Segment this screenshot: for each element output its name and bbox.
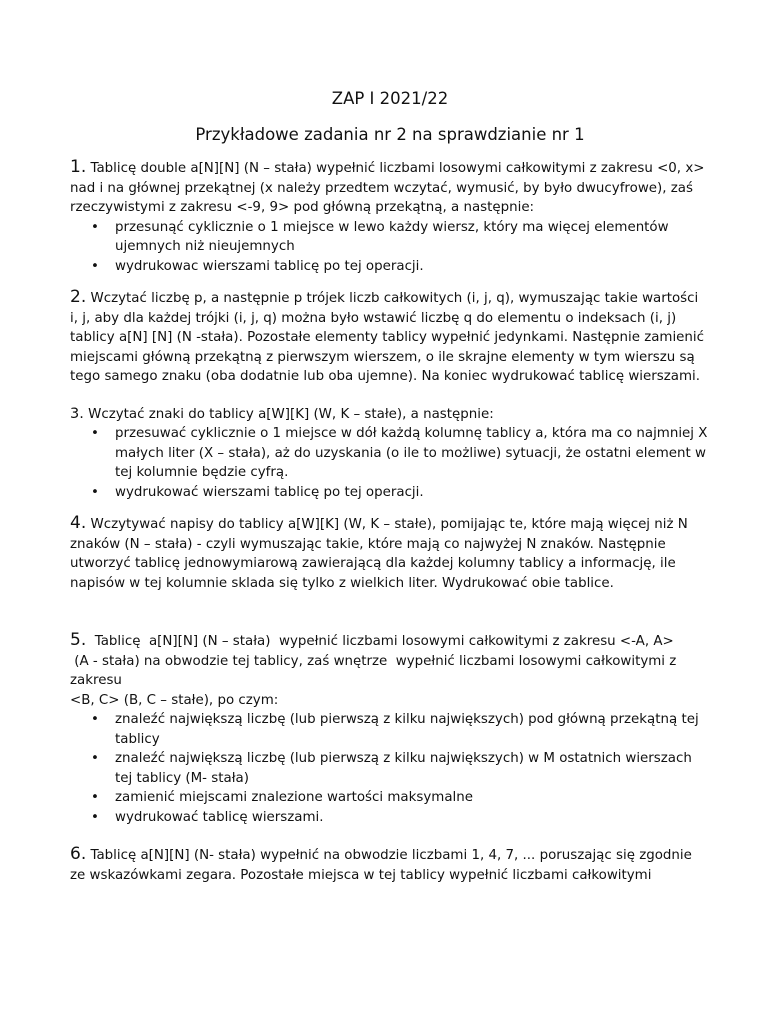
task-number: 6. (70, 844, 87, 864)
task-6 (70, 845, 710, 885)
task-text: (A - stała) na obwodzie tej tablicy, zaś wnętrze wypełnić liczbami losowymi całkowitymi z zakresu (70, 653, 681, 688)
list-item: • znaleźć największą liczbę (lub pierwszą z kilku największych) w M ostatnich wierszach tej tablicy (M- stała) (115, 749, 710, 788)
task-number: 4. (70, 513, 87, 533)
task-text: Tablicę a[N][N] (N – stała) wypełnić liczbami losowymi całkowitymi z zakresu <-A, A> (86, 634, 674, 649)
list-item: • wydrukowac wierszami tablicę po tej operacji. (115, 257, 710, 277)
list-item: • przesunąć cyklicznie o 1 miejsce w lewo każdy wiersz, który ma więcej elementów ujemnych niż nieujemnych (115, 218, 710, 257)
bullet-list (70, 710, 710, 827)
task-number: 5. (70, 630, 87, 650)
document-page (70, 88, 710, 885)
list-item: • wydrukować wierszami tablicę po tej operacji. (115, 483, 710, 503)
task-text: <B, C> (B, C – stałe), po czym: (70, 692, 279, 708)
task-number: 2. (70, 287, 87, 307)
list-item: • zamienić miejscami znalezione wartości maksymalne (115, 788, 710, 808)
task-text: Tablicę a[N][N] (N- stała) wypełnić na obwodzie liczbami 1, 4, 7, ... poruszając się zgodnie ze wskazówkami zegara. Pozostałe miejsca w tej tablicy wypełnić liczbami całkowitymi (70, 848, 692, 883)
list-item: • wydrukować tablicę wierszami. (115, 808, 710, 828)
bullet-list (70, 424, 710, 502)
task-3 (70, 405, 710, 503)
document-subtitle: Przykładowe zadania nr 2 na sprawdzianie nr 1 (195, 125, 585, 144)
list-item: • przesuwać cyklicznie o 1 miejsce w dół każdą kolumnę tablicy a, która ma co najmniej X małych liter (X – stała), aż do uzyskania (o ile to możliwe) sytuacji, że ostatni element w tej kolumnie będzie cyfrą. (115, 424, 710, 483)
task-number: 1. (70, 157, 87, 177)
task-text: Wczytać znaki do tablicy a[W][K] (W, K – stałe), a następnie: (88, 406, 494, 422)
document-title: ZAP I 2021/22 (331, 89, 449, 108)
task-2 (70, 288, 710, 387)
task-text: Wczytać liczbę p, a następnie p trójek liczb całkowitych (i, j, q), wymuszając takie wartości i, j, aby dla każdej trójki (i, j, q) można było wstawić liczbę q do elementu o indeksach (i, j) tablicy a[N] [N] (N -stała). Pozostałe elementy tablicy wypełnić jedynkami. Następnie zamienić miejscami główną przekątną z pierwszym wierszem, o ile skrajne elementy w tym wierszu są tego samego znaku (oba dodatnie lub oba ujemne). Na koniec wydrukować tablicę wierszami. (70, 291, 704, 384)
task-text: Tablicę double a[N][N] (N – stała) wypełnić liczbami losowymi całkowitymi z zakresu <0, x> nad i na głównej przekątnej (x należy przedtem wczytać, wymusić, by było dwucyfrowe), zaś rzeczywistymi z zakresu <-9, 9> pod główną przekątną, a następnie: (70, 161, 705, 215)
bullet-list (70, 218, 710, 277)
task-4 (70, 514, 710, 593)
task-text: Wczytywać napisy do tablicy a[W][K] (W, K – stałe), pomijając te, które mają więcej niż N znaków (N – stała) - czyli wymuszając takie, które mają co najwyżej N znaków. Następnie utworzyć tablicę jednowymiarową zawierającą dla każdej kolumny tablicy a informację, ile napisów w tej kolumnie sklada się tylko z wielkich liter. Wydrukować obie tablice. (70, 517, 688, 591)
list-item: • znaleźć największą liczbę (lub pierwszą z kilku największych) pod główną przekątną tej tablicy (115, 710, 710, 749)
task-5 (70, 631, 710, 827)
task-1 (70, 158, 710, 276)
task-number: 3. (70, 405, 84, 422)
